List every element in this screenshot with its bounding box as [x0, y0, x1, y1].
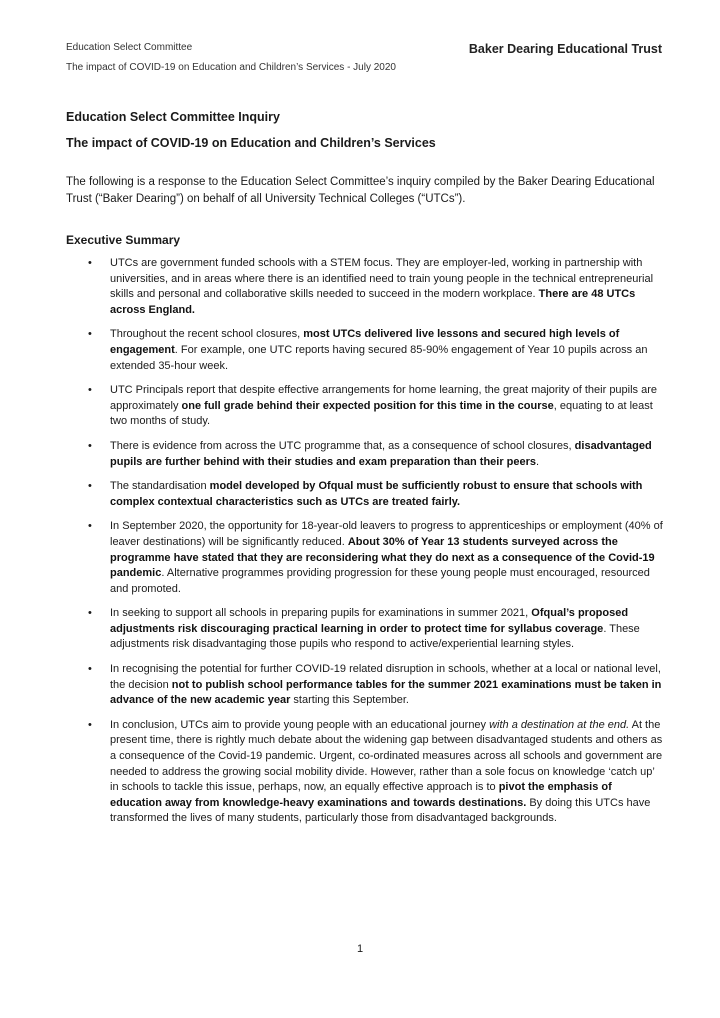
- document-subtitle: The impact of COVID-19 on Education and Children’s Services: [66, 136, 436, 150]
- bullet-text: In recognising the potential for further COVID-19 related disruption in schools, whether at a local or national level, the decision: [110, 663, 661, 691]
- intro-paragraph: The following is a response to the Education Select Committee’s inquiry compiled by the Baker Dearing Educational Trust (“Baker Dearing”) on behalf of all University Technical Colleges (“UTCs”).: [66, 176, 655, 205]
- bullet-text: .: [536, 455, 540, 468]
- bullet-icon: •: [88, 439, 92, 452]
- bullet-text: . For example, one UTC reports having secured 85-90% engagement of Year 10 pupils across an extended 35-hour week.: [110, 343, 648, 372]
- summary-bullet: [66, 439, 666, 470]
- bullet-emphasis: Ofqual’s proposed adjustments risk discouraging practical learning in order to protect time for syllabus coverage: [110, 607, 629, 635]
- summary-bullet: [66, 718, 666, 827]
- bullet-emphasis: About 30% of Year 13 students surveyed across the programme have stated that they are reconsidering what they do next as a consequence of the Covid-19 pandemic: [110, 535, 655, 580]
- bullet-italic: with a destination at the end.: [489, 718, 630, 731]
- bullet-emphasis: pivot the emphasis of education away from knowledge-heavy examinations and towards destinations.: [110, 781, 612, 809]
- bullet-text: . These adjustments risk disadvantaging those pupils who respond to active/experiential learning styles.: [110, 622, 640, 651]
- executive-summary-heading: Executive Summary: [66, 233, 181, 247]
- summary-bullet: [66, 256, 666, 318]
- summary-bullet: [66, 662, 666, 709]
- bullet-text: starting this September.: [290, 694, 409, 707]
- bullet-text: There is evidence from across the UTC programme that, as a consequence of school closures,: [110, 439, 575, 452]
- summary-bullet: [66, 383, 666, 430]
- document-title: Education Select Committee Inquiry: [66, 110, 280, 124]
- bullet-emphasis: not to publish school performance tables for the summer 2021 examinations must be taken in advance of the new academic year: [110, 678, 662, 707]
- bullet-text: . Alternative programmes providing progression for these young people must encouraged, resourced and promoted.: [110, 567, 650, 595]
- summary-bullet: [66, 606, 666, 653]
- bullet-text: Throughout the recent school closures,: [110, 328, 304, 341]
- bullet-text: UTCs are government funded schools with a STEM focus. They are employer-led, working in partnership with universities, and in areas where there is an identified need to train young people in the technical entrepreneurial skills and personal and collaborative skills needed to succeed in the modern workplace.: [110, 257, 654, 301]
- header-organisation: Baker Dearing Educational Trust: [468, 42, 662, 56]
- summary-bullet: [66, 327, 666, 374]
- page-number: 1: [356, 943, 364, 955]
- bullet-emphasis: disadvantaged pupils are further behind with their studies and exam preparation than their peers: [110, 439, 652, 468]
- bullet-text: By doing this UTCs have transformed the lives of many students, particularly those from disadvantaged backgrounds.: [110, 796, 651, 825]
- executive-summary-list: [66, 256, 666, 836]
- bullet-icon: •: [88, 328, 92, 341]
- header-committee: Education Select Committee: [66, 42, 193, 53]
- header-left: [66, 38, 396, 78]
- bullet-text: In September 2020, the opportunity for 18-year-old leavers to progress to apprenticeships or employment (40% of leaver destinations) will be significantly reduced.: [110, 520, 663, 548]
- bullet-text: , equating to at least two months of study.: [110, 399, 653, 428]
- header-subtitle: The impact of COVID-19 on Education and Children’s Services - July 2020: [66, 62, 396, 73]
- bullet-icon: •: [88, 520, 92, 533]
- summary-bullet: [66, 519, 666, 597]
- bullet-icon: •: [88, 663, 92, 676]
- bullet-text: The standardisation: [110, 480, 210, 493]
- bullet-icon: •: [88, 480, 92, 493]
- bullet-emphasis: model developed by Ofqual must be sufficiently robust to ensure that schools with complex contextual characteristics such as UTCs are treated fairly.: [110, 480, 643, 508]
- bullet-emphasis: most UTCs delivered live lessons and secured high levels of engagement: [110, 328, 620, 356]
- bullet-text: UTC Principals report that despite effective arrangements for home learning, the great majority of their pupils are approximately: [110, 384, 658, 412]
- bullet-emphasis: one full grade behind their expected position for this time in the course: [181, 399, 554, 412]
- bullet-text: In conclusion, UTCs aim to provide young people with an educational journey: [110, 718, 490, 731]
- bullet-text: At the present time, there is rightly much debate about the widening gap between disadvantaged students and others as a consequence of the Covid-19 pandemic. Urgent, co-ordinated measures across all schools and government are needed to address the growing social mobility divide. However, rather than a sole focus on knowledge ‘catch up’ in schools to tackle this issue, perhaps, now, an equally effective approach is to: [110, 718, 663, 794]
- bullet-text: In seeking to support all schools in preparing pupils for examinations in summer 2021,: [110, 607, 532, 620]
- bullet-icon: •: [88, 607, 92, 620]
- bullet-icon: •: [88, 718, 92, 731]
- summary-bullet: [66, 479, 666, 510]
- bullet-icon: •: [88, 384, 92, 397]
- bullet-emphasis: There are 48 UTCs across England.: [110, 288, 636, 316]
- bullet-icon: •: [88, 257, 92, 269]
